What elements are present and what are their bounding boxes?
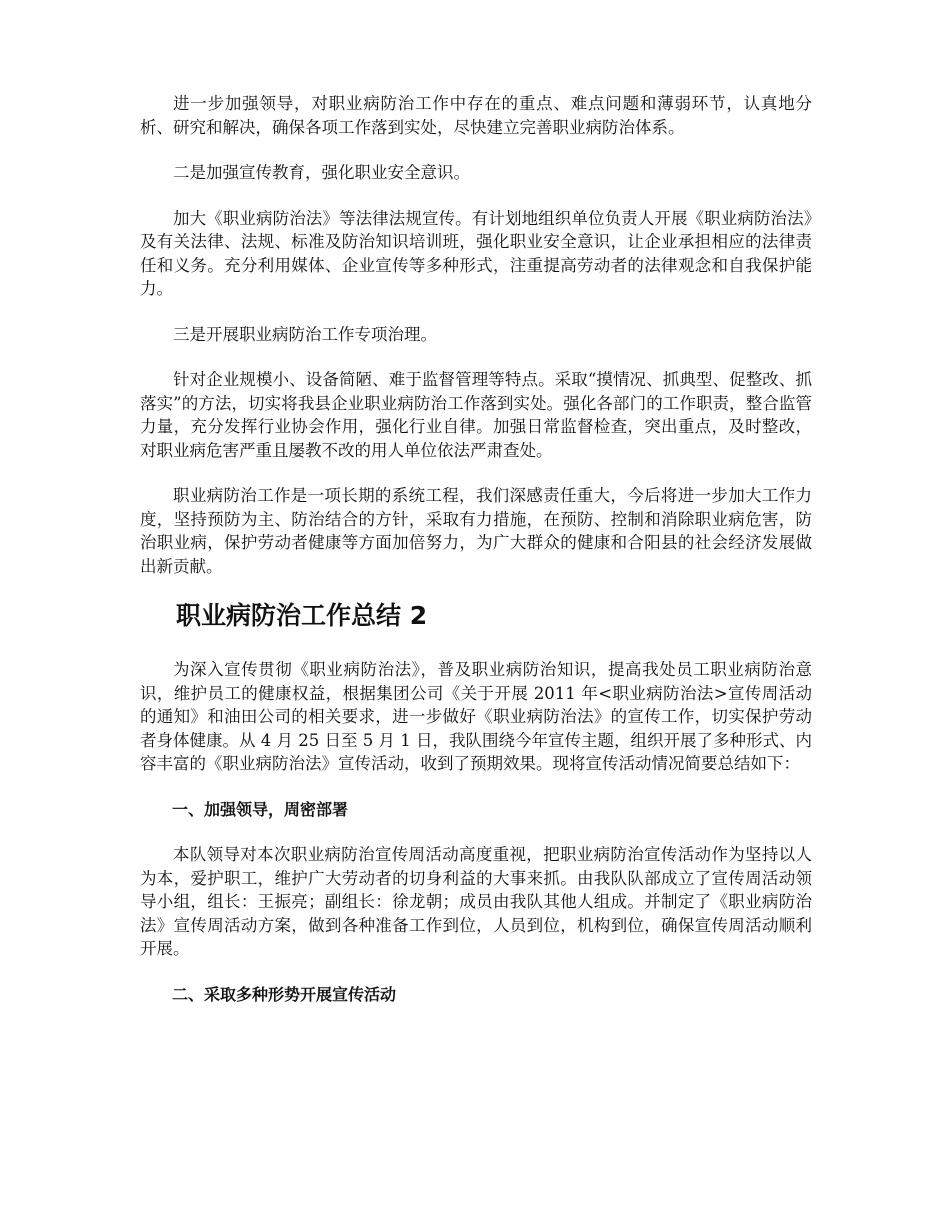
paragraph-law-publicity: 加大《职业病防治法》等法律法规宣传。有计划地组织单位负责人开展《职业病防治法》及有关法律、法规、标准及防治知识培训班，强化职业安全意识，让企业承担相应的法律责任和义务。充分利用媒体、企业宣传等多种形式，注重提高劳动者的法律观念和自我保护能力。 [140,208,812,298]
paragraph-conclusion: 职业病防治工作是一项长期的系统工程，我们深感责任重大，今后将进一步加大工作力度，坚持预防为主、防治结合的方针，采取有力措施，在预防、控制和消除职业病危害，防治职业病，保护劳动者健康等方面加倍努力，为广大群众的健康和合阳县的社会经济发展做出新贡献。 [140,486,812,576]
document-page [140,92,812,1028]
paragraph-strengthen-leadership: 进一步加强领导，对职业病防治工作中存在的重点、难点问题和薄弱环节，认真地分析、研究和解决，确保各项工作落到实处，尽快建立完善职业病防治体系。 [140,94,812,137]
paragraph-point-three: 三是开展职业病防治工作专项治理。 [173,324,437,344]
paragraph-point-two: 二是加强宣传教育，强化职业安全意识。 [173,163,470,182]
paragraph-special-governance: 针对企业规模小、设备简陋、难于监督管理等特点。采取“摸情况、抓典型、促整改、抓落实”的方法，切实将我县企业职业病防治工作落到实处。强化各部门的工作职责，整合监管力量，充分发挥行业协会作用，强化行业自律。加强日常监督检查，突出重点，及时整改，对职业病危害严重且屡教不改的用人单位依法严肃查处。 [140,370,812,460]
section-title: 职业病防治工作总结 2 [176,601,428,630]
paragraph-intro: 为深入宣传贯彻《职业病防治法》，普及职业病防治知识，提高我处员工职业病防治意识，维护员工的健康权益，根据集团公司《关于开展 2011 年<职业病防治法>宣传周活动的通知》和油田公司的相关要求，进一步做好《职业病防治法》的宣传工作，切实保护劳动者身体健康。从 4 月 25 日至 5 月 1 日，我队围绕今年宣传主题，组织开展了多种形式、内容丰富的《职业病防治法》宣传活动，收到了预期效果。现将宣传活动情况简要总结如下： [140,660,812,773]
heading-leadership: 一、加强领导，周密部署 [172,799,349,819]
paragraph-leadership-details: 本队领导对本次职业病防治宣传周活动高度重视，把职业病防治宣传活动作为坚持以人为本，爱护职工，维护广大劳动者的切身利益的大事来抓。由我队队部成立了宣传周活动领导小组，组长：王振亮；副组长：徐龙朝；成员由我队其他人组成。并制定了《职业病防治法》宣传周活动方案，做到各种准备工作到位，人员到位，机构到位，确保宣传周活动顺利开展。 [140,845,812,958]
heading-publicity-activities: 二、采取多种形势开展宣传活动 [172,984,397,1004]
